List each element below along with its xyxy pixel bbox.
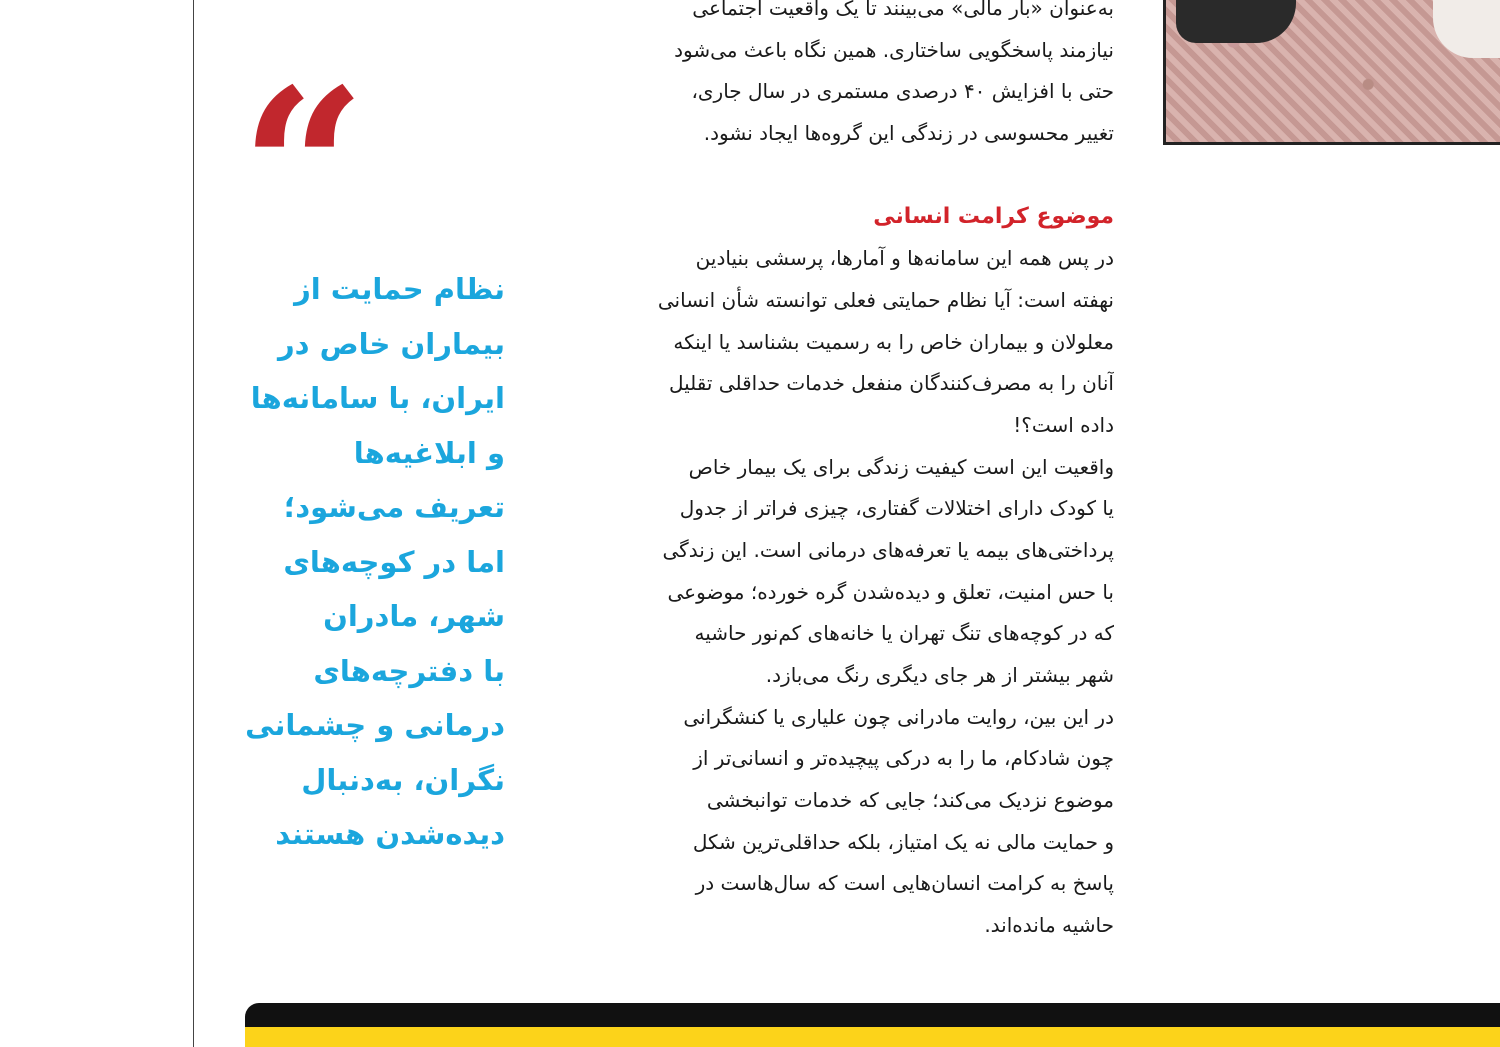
- text-line: داده است؟!: [1013, 412, 1114, 437]
- text-line: شهر بیشتر از هر جای دیگری رنگ می‌بازد.: [765, 663, 1114, 687]
- text-line: پرداختی‌های بیمه یا تعرفه‌های درمانی است. این زندگی: [662, 537, 1114, 562]
- photo-light-area: [1433, 0, 1500, 58]
- intro-paragraph: [608, 0, 1114, 155]
- text-line: معلولان و بیماران خاص را به رسمیت بشناسد یا اینکه: [673, 329, 1114, 354]
- pull-quote-line: نگران، به‌دنبال: [301, 762, 505, 797]
- quote-mark-icon: “: [240, 40, 367, 299]
- pull-quote-line: ایران، با سامانه‌ها: [250, 381, 505, 415]
- text-line: که در کوچه‌های تنگ تهران یا خانه‌های کم‌نور حاشیه: [694, 621, 1114, 646]
- middle-article-column: [608, 0, 1114, 947]
- text-line: و حمایت مالی نه یک امتیاز، بلکه حداقلی‌ترین شکل: [692, 829, 1114, 854]
- text-line: نیازمند پاسخگویی ساختاری. همین نگاه باعث می‌شود: [674, 37, 1114, 62]
- pull-quote-line: تعریف می‌شود؛: [283, 490, 505, 524]
- spacer: [608, 155, 1114, 197]
- text-line: پاسخ به کرامت انسان‌هایی است که سال‌هاست در: [695, 871, 1114, 896]
- pull-quote-line: نظام حمایت از: [294, 272, 505, 306]
- text-line: موضوع نزدیک می‌کند؛ جایی که خدمات توانبخشی: [706, 788, 1114, 813]
- article-photo: [1163, 0, 1500, 145]
- pull-quote-line: بیماران خاص در: [277, 326, 505, 361]
- column-divider: [193, 0, 194, 1047]
- text-line: یا کودک دارای اختلالات گفتاری، چیزی فراتر از جدول: [679, 496, 1114, 521]
- pull-quote-line: و ابلاغیه‌ها: [353, 435, 505, 470]
- text-line: تغییر محسوسی در زندگی این گروه‌ها ایجاد نشود.: [703, 121, 1114, 146]
- text-line: نهفته است: آیا نظام حمایتی فعلی توانسته شأن انسانی: [657, 287, 1114, 312]
- paragraph-3: [608, 697, 1114, 947]
- paragraph-1: [608, 238, 1114, 446]
- photo-dark-area: [1176, 0, 1296, 43]
- pull-quote-line: شهر، مادران: [323, 599, 505, 633]
- pull-quote-line: درمانی و چشمانی: [245, 708, 505, 742]
- text-line: واقعیت این است کیفیت زندگی برای یک بیمار خاص: [688, 454, 1114, 479]
- text-line: با حس امنیت، تعلق و دیده‌شدن گره خورده؛ موضوعی: [667, 579, 1114, 604]
- pull-quote: [245, 262, 505, 862]
- footer-banner: [245, 1003, 1500, 1047]
- text-line: حتی با افزایش ۴۰ درصدی مستمری در سال جاری،: [691, 79, 1114, 104]
- text-line: به‌عنوان «بار مالی» می‌بینند تا یک واقعیت اجتماعی: [692, 0, 1114, 20]
- pull-quote-line: با دفترچه‌های: [313, 653, 505, 688]
- text-line: در پس همه این سامانه‌ها و آمارها، پرسشی بنیادین: [695, 246, 1114, 271]
- paragraph-2: [608, 447, 1114, 697]
- text-line: در این بین، روایت مادرانی چون علیاری یا کنشگرانی: [683, 704, 1114, 729]
- text-line: آنان را به مصرف‌کنندگان منفعل خدمات حداقلی تقلیل: [668, 371, 1114, 396]
- section-heading-dignity: موضوع کرامت انسانی: [873, 204, 1114, 230]
- text-line: حاشیه مانده‌اند.: [984, 913, 1114, 938]
- text-line: چون شادکام، ما را به درکی پیچیده‌تر و انسانی‌تر از: [693, 746, 1114, 771]
- pull-quote-line: دیده‌شدن هستند: [275, 817, 505, 851]
- pull-quote-line: اما در کوچه‌های: [283, 544, 505, 579]
